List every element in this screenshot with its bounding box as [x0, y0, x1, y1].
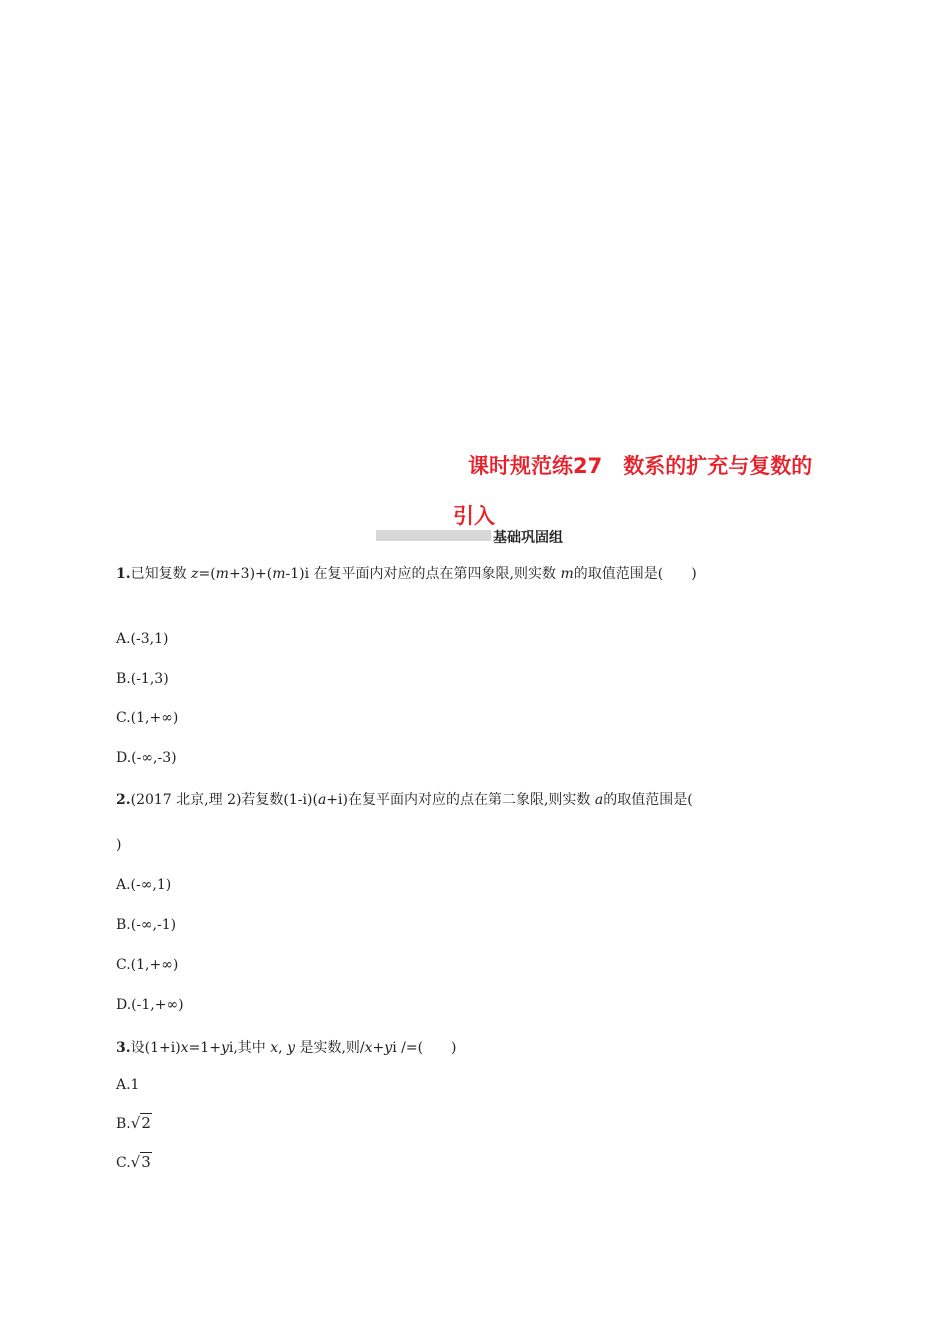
section-bar: [376, 530, 491, 541]
sqrt-symbol: √3: [130, 1153, 151, 1171]
q3-option-a: A.1: [116, 1077, 140, 1093]
page-title-line1: 课时规范练27 数系的扩充与复数的: [468, 454, 813, 478]
question-number: 2.: [116, 792, 131, 808]
q1-option-c: C.(1,+∞): [116, 710, 179, 726]
q1-option-b: B.(-1,3): [116, 671, 169, 687]
question-2: 2.(2017 北京,理 2)若复数(1-i)(a+i)在复平面内对应的点在第二象限,则实数 a的取值范围是(: [116, 792, 693, 808]
q3-option-c: C.√3: [116, 1153, 151, 1171]
question-number: 1.: [116, 566, 131, 582]
q1-option-d: D.(-∞,-3): [116, 750, 177, 766]
q3-option-b: B.√2: [116, 1114, 151, 1132]
question-number: 3.: [116, 1040, 131, 1056]
q2-option-a: A.(-∞,1): [116, 877, 172, 893]
q1-option-a: A.(-3,1): [116, 631, 169, 647]
q2-option-b: B.(-∞,-1): [116, 917, 177, 933]
question-2-continuation: ): [116, 837, 122, 853]
question-1: 1.已知复数 z=(m+3)+(m-1)i 在复平面内对应的点在第四象限,则实数 m的取值范围是( ): [116, 566, 697, 582]
section-heading: 基础巩固组: [493, 530, 563, 546]
page-title-line2: 引入: [453, 504, 495, 528]
sqrt-symbol: √2: [130, 1114, 151, 1132]
q2-option-c: C.(1,+∞): [116, 957, 179, 973]
question-3: 3.设(1+i)x=1+yi,其中 x, y 是实数,则/x+yi /=( ): [116, 1040, 457, 1056]
q2-option-d: D.(-1,+∞): [116, 997, 184, 1013]
